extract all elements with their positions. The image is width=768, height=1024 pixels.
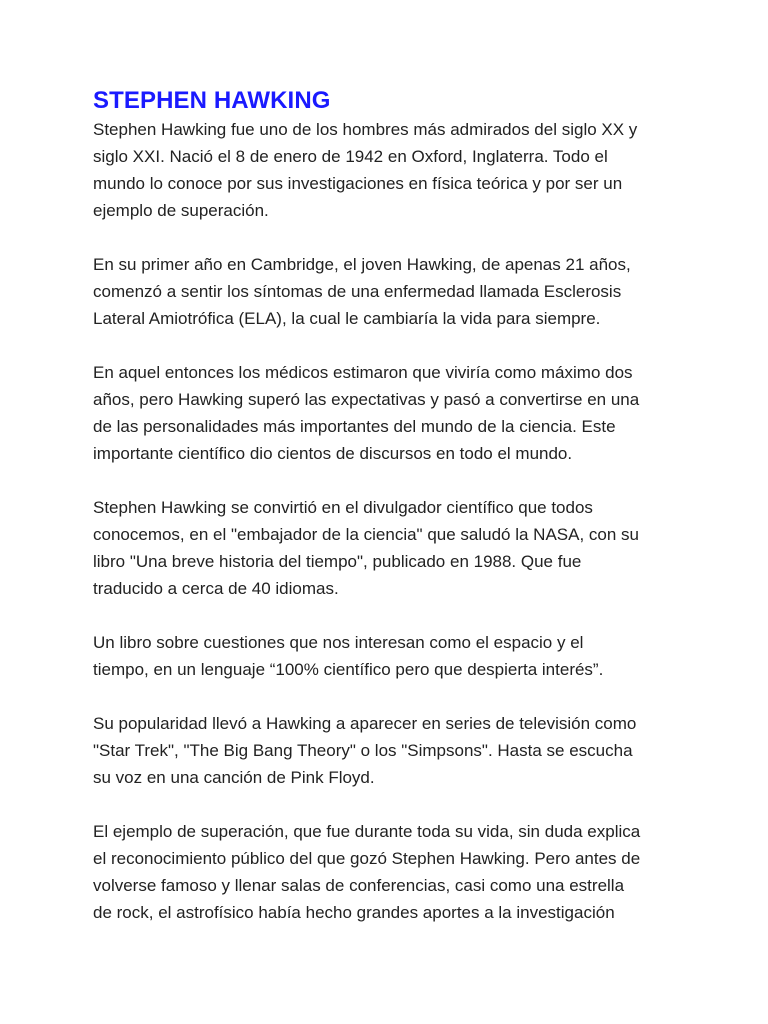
document-body	[93, 116, 708, 926]
document-title: STEPHEN HAWKING	[93, 87, 331, 114]
paragraph-2: En su primer año en Cambridge, el joven Hawking, de apenas 21 años, comenzó a sentir los síntomas de una enfermedad llamada Esclerosis Lateral Amiotrófica (ELA), la cual le cambiaría la vida para siempre.	[93, 255, 631, 328]
paragraph-3: En aquel entonces los médicos estimaron que viviría como máximo dos años, pero Hawking superó las expectativas y pasó a convertirse en una de las personalidades más importantes del mundo de la ciencia. Este importante científico dio cientos de discursos en todo el mundo.	[93, 363, 640, 463]
paragraph-4: Stephen Hawking se convirtió en el divulgador científico que todos conocemos, en el "embajador de la ciencia" que saludó la NASA, con su libro "Una breve historia del tiempo", publicado en 1988. Que fue traducido a cerca de 40 idiomas.	[93, 498, 640, 598]
paragraph-7: El ejemplo de superación, que fue durante toda su vida, sin duda explica el reconocimiento público del que gozó Stephen Hawking. Pero antes de volverse famoso y llenar salas de conferencias, casi como una estrella de rock, el astrofísico había hecho grandes aportes a la investigación	[93, 822, 641, 922]
paragraph-1: Stephen Hawking fue uno de los hombres más admirados del siglo XX y siglo XXI. Nació el 8 de enero de 1942 en Oxford, Inglaterra. Todo el mundo lo conoce por sus investigaciones en física teórica y por ser un ejemplo de superación.	[93, 120, 638, 220]
paragraph-6: Su popularidad llevó a Hawking a aparecer en series de televisión como "Star Trek", "The Big Bang Theory" o los "Simpsons". Hasta se escucha su voz en una canción de Pink Floyd.	[93, 714, 637, 787]
paragraph-5: Un libro sobre cuestiones que nos interesan como el espacio y el tiempo, en un lenguaje “100% científico pero que despierta interés”.	[93, 633, 604, 679]
